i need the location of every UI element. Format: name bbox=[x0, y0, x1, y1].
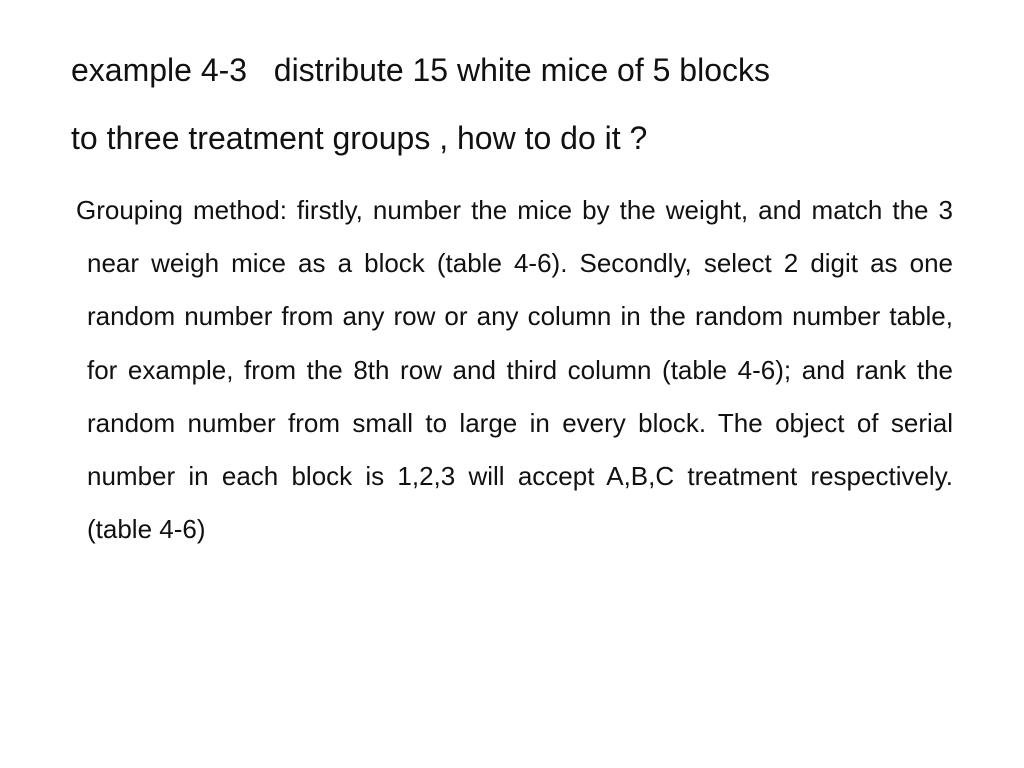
slide-title-line-2: to three treatment groups , how to do it ? bbox=[71, 120, 648, 156]
body-paragraph: Grouping method: firstly, number the mice by the weight, and match the 3 near weigh mice as a block (table 4-6). Secondly, select 2 digit as one random number from any row or any column in the random number table, for example, from the 8th row and third column (table 4-6); and rank the random number from small to large in every block. The object of serial number in each block is 1,2,3 will accept A,B,C treatment respectively. (table 4-6) bbox=[76, 195, 953, 545]
slide-title-line-1: example 4-3 distribute 15 white mice of 5 blocks bbox=[71, 52, 770, 88]
slide-title bbox=[71, 36, 971, 172]
